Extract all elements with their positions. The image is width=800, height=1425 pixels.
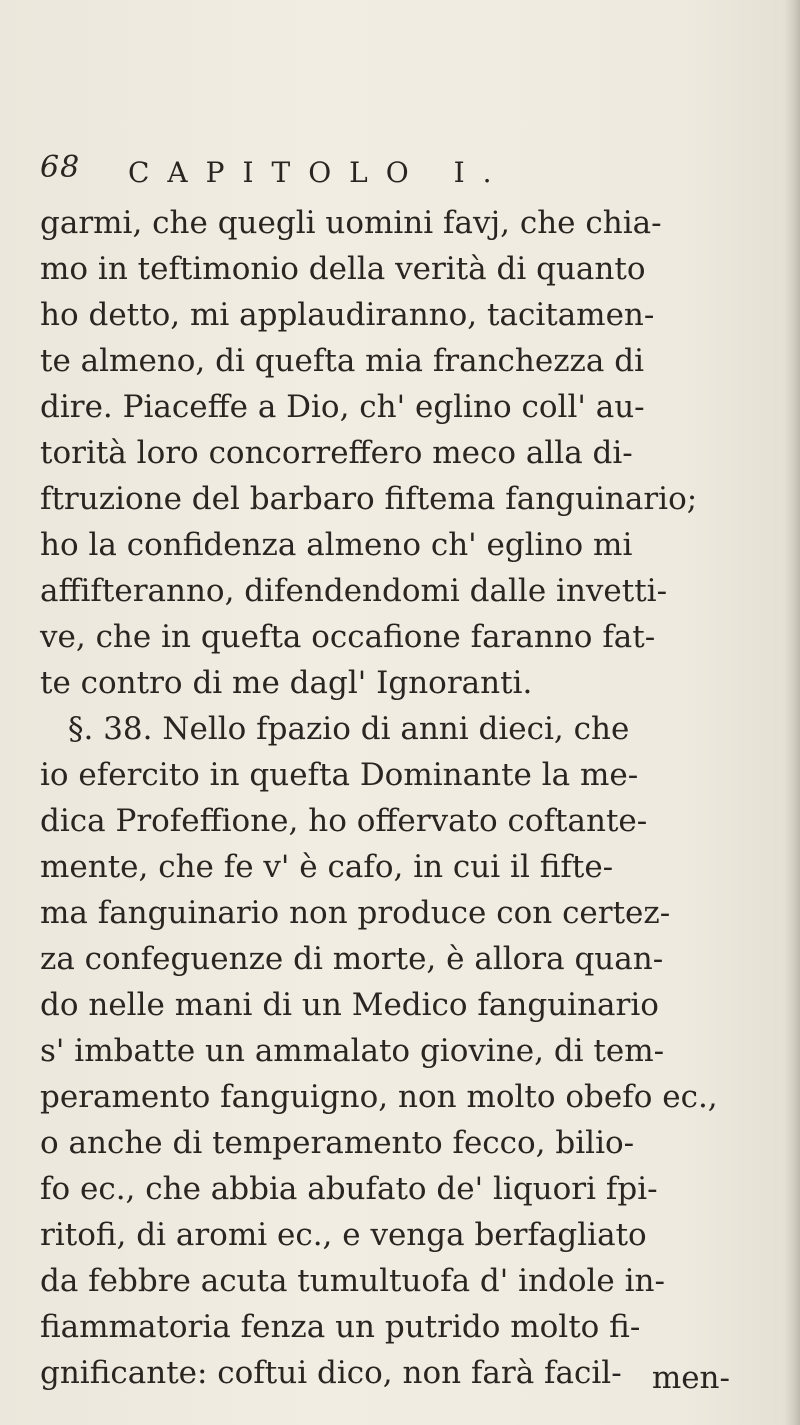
text-line: dica Profeffione, ho offervato coftante- (40, 803, 648, 839)
text-line: fiammatoria fenza un putrido molto fi- (40, 1309, 641, 1345)
text-line: gnificante: coftui dico, non farà facil- (40, 1355, 622, 1391)
text-line: ve, che in quefta occafione faranno fat- (40, 619, 656, 655)
text-line: da febbre acuta tumultuofa d' indole in- (40, 1263, 665, 1299)
section-heading-line: §. 38. Nello fpazio di anni dieci, che (68, 711, 630, 747)
catchword: men- (651, 1360, 730, 1396)
text-line: ma fanguinario non produce con certez- (40, 895, 671, 931)
running-head: CAPITOLO I. (128, 156, 510, 189)
text-line: ftruzione del barbaro fiftema fanguinario; (40, 481, 698, 517)
text-line: do nelle mani di un Medico fanguinario (40, 987, 659, 1023)
page-header (40, 150, 740, 200)
text-line: ritofi, di aromi ec., e venga berfagliato (40, 1217, 647, 1253)
page-number: 68 (40, 150, 81, 185)
text-line: io efercito in quefta Dominante la me- (40, 757, 639, 793)
text-line: te contro di me dagl' Ignoranti. (40, 665, 533, 701)
text-line: te almeno, di quefta mia franchezza di (40, 343, 644, 379)
text-line: mente, che fe v' è cafo, in cui il fifte- (40, 849, 614, 885)
text-line: za confeguenze di morte, è allora quan- (40, 941, 664, 977)
text-line: s' imbatte un ammalato giovine, di tem- (40, 1033, 665, 1069)
text-line: dire. Piaceffe a Dio, ch' eglino coll' au- (40, 389, 645, 425)
page-edge-shadow (784, 0, 800, 1425)
text-line: affifteranno, difendendomi dalle invetti- (40, 573, 668, 609)
catchword-row (40, 1355, 730, 1401)
text-line: garmi, che quegli uomini favj, che chia- (40, 205, 662, 241)
text-line: mo in teftimonio della verità di quanto (40, 251, 646, 287)
text-line: ho detto, mi applaudiranno, tacitamen- (40, 297, 655, 333)
text-body (40, 200, 760, 1396)
text-line: fo ec., che abbia abufato de' liquori fpi- (40, 1171, 658, 1207)
text-line: peramento fanguigno, non molto obefo ec., (40, 1079, 718, 1115)
text-line: o anche di temperamento fecco, bilio- (40, 1125, 635, 1161)
text-line: torità loro concorreffero meco alla di- (40, 435, 633, 471)
text-line: ho la confidenza almeno ch' eglino mi (40, 527, 633, 563)
